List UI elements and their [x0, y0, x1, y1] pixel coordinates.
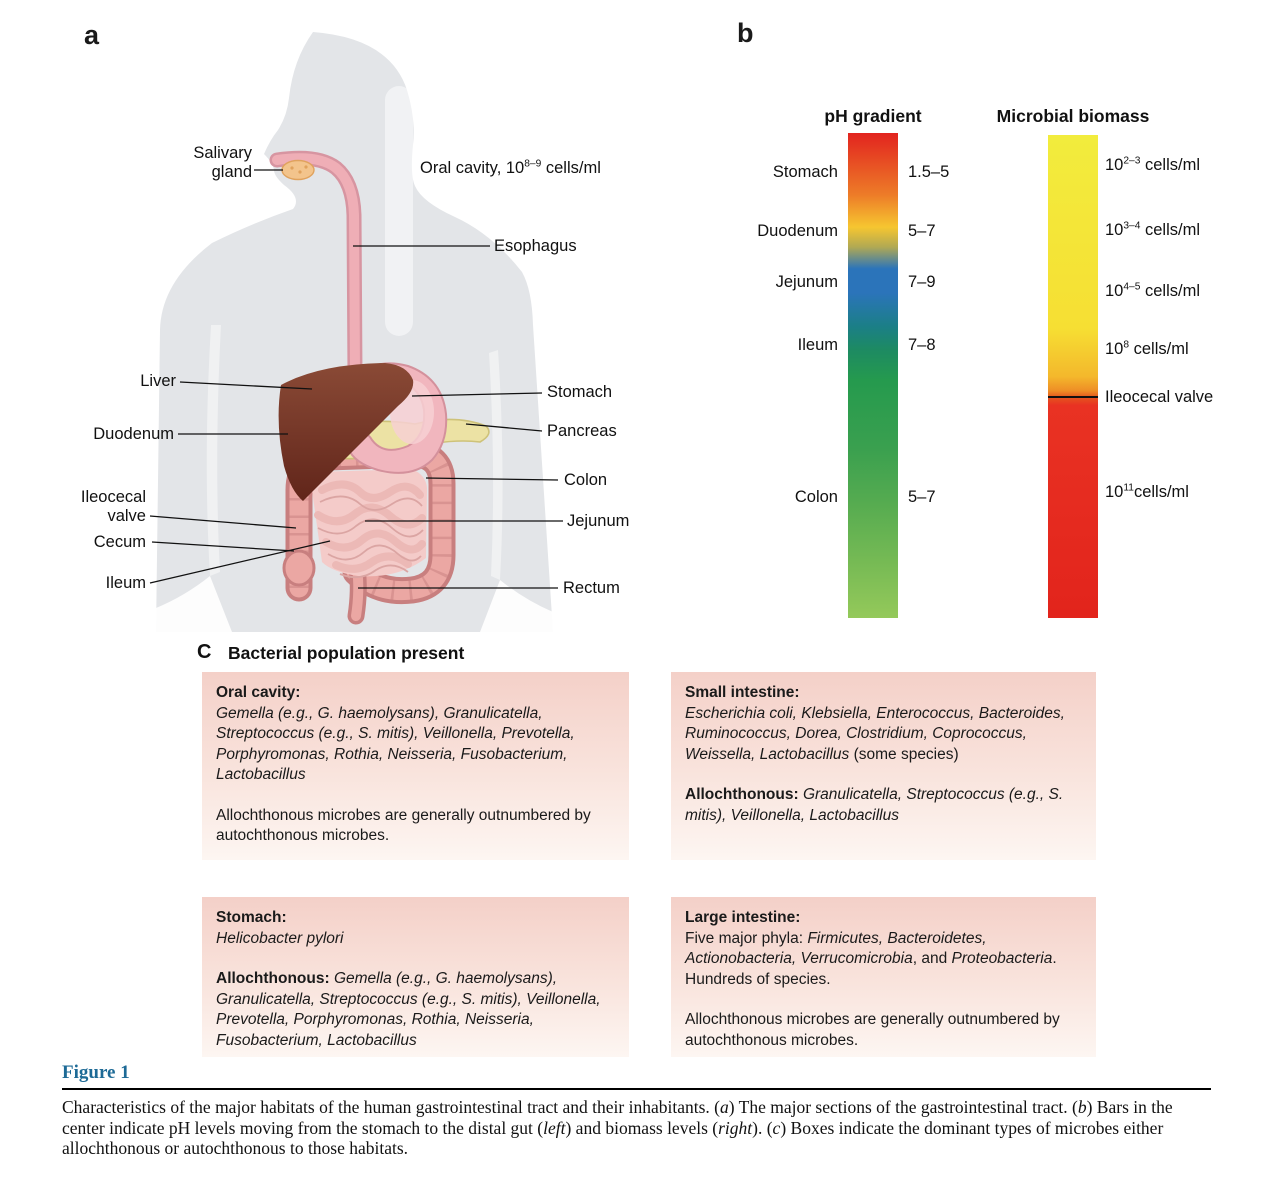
panel-a-label: a — [84, 20, 100, 50]
ph-gradient-bar — [848, 133, 898, 618]
box-small-intestine — [671, 672, 1096, 860]
box-small-intestine-allochthonous: Allochthonous: Granulicatella, Streptococcus (e.g., S. mitis), Veillonella, Lactobacillus — [685, 786, 1064, 824]
label-stomach: Stomach — [547, 383, 613, 401]
biomass-value-3: 10$^{4-5}$ cells/ml — [1105, 281, 1201, 300]
box-small-intestine-title: Small intestine: — [685, 684, 800, 701]
box-large-intestine-note: Allochthonous microbes are generally outnumbered by autochthonous microbes. — [685, 1011, 1060, 1049]
silhouette-highlight — [385, 86, 413, 336]
panel-c-label: C — [197, 641, 212, 663]
box-oral-cavity-species: Gemella (e.g., G. haemolysans), Granulicatella, Streptococcus (e.g., S. mitis), Veillonella, Prevotella, Porphyromonas, Rothia, Neisseria, Fusobacterium, Lactobacillus — [216, 704, 575, 783]
box-stomach-title: Stomach: — [216, 909, 287, 926]
box-oral-cavity-title: Oral cavity: — [216, 684, 301, 701]
small-intestine-shape — [312, 469, 427, 577]
biomass-value-2: 10$^{3-4}$ cells/ml — [1105, 220, 1201, 239]
biomass-value-1: 10$^{2-3}$ cells/ml — [1105, 155, 1201, 174]
ph-value-stomach: 1.5–5 — [908, 163, 950, 181]
biomass-ileocecal-valve-label: Ileocecal valve — [1105, 388, 1214, 406]
figure-caption: Characteristics of the major habitats of the human gastrointestinal tract and their inhabitants. (a) The major sections of the gastrointestinal tract. (b) Bars in the center indicate pH levels moving from the stomach to the distal gut (left) and biomass levels (right). (c) Boxes indicate the dominant types of microbes either allochthonous or autochthonous to those habitats. — [62, 1097, 1173, 1158]
ph-organ-colon: Colon — [794, 488, 838, 506]
label-jejunum: Jejunum — [567, 512, 630, 530]
label-liver: Liver — [140, 372, 176, 390]
ileocecal-valve-line — [1048, 396, 1098, 398]
ph-organ-ileum: Ileum — [797, 336, 838, 354]
salivary-gland-shape — [282, 161, 314, 180]
label-colon: Colon — [564, 471, 608, 489]
ph-value-ileum: 7–8 — [908, 336, 936, 354]
panel-c-heading: Bacterial population present — [228, 643, 465, 663]
box-oral-cavity — [202, 672, 629, 860]
biomass-value-4: $10^8$ cells/ml — [1105, 339, 1189, 358]
box-stomach — [202, 897, 629, 1057]
ph-value-colon: 5–7 — [908, 488, 936, 506]
caption-rule — [62, 1088, 1211, 1090]
biomass-value-5: $10^{11}cells/ml$ — [1105, 482, 1189, 501]
ph-organ-stomach: Stomach — [772, 163, 838, 181]
box-oral-cavity-note: Allochthonous microbes are generally outnumbered by autochthonous microbes. — [216, 806, 591, 844]
ph-gradient-title: pH gradient — [824, 106, 922, 126]
microbial-biomass-title: Microbial biomass — [996, 106, 1150, 126]
ph-value-duodenum: 5–7 — [908, 222, 936, 240]
label-oral-cavity: Oral cavity, 10$^{8-9}$ cells/ml — [420, 158, 601, 177]
box-stomach-allochthonous: Allochthonous: Gemella (e.g., G. haemolysans), Granulicatella, Streptococcus (e.g., S. mitis), Veillonella, Prevotella, Porphyromonas, Rothia, Neisseria, Fusobacterium, Lactobacillus — [216, 970, 601, 1049]
microbial-biomass-bar — [1048, 135, 1098, 618]
box-large-intestine — [671, 897, 1096, 1057]
box-large-intestine-species: Five major phyla: Firmicutes, Bacteroidetes, Actionobacteria, Verrucomicrobia, and Proteobacteria. Hundreds of species. — [685, 929, 1057, 988]
box-stomach-species: Helicobacter pylori — [216, 929, 344, 947]
panel-b-label: b — [737, 18, 754, 48]
ph-value-jejunum: 7–9 — [908, 273, 936, 291]
label-ileum: Ileum — [105, 574, 146, 592]
box-small-intestine-species: Escherichia coli, Klebsiella, Enterococcus, Bacteroides, Ruminococcus, Dorea, Clostridium, Coprococcus, Weissella, Lactobacillus (some species) — [685, 704, 1065, 763]
figure-label: Figure 1 — [62, 1062, 130, 1083]
label-duodenum: Duodenum — [93, 425, 174, 443]
box-large-intestine-title: Large intestine: — [685, 909, 801, 926]
label-esophagus: Esophagus — [494, 237, 577, 255]
label-salivary-gland: Salivary gland — [193, 144, 252, 181]
label-rectum: Rectum — [563, 579, 620, 597]
label-pancreas: Pancreas — [547, 422, 617, 440]
ph-organ-jejunum: Jejunum — [775, 273, 838, 291]
label-cecum: Cecum — [93, 533, 146, 551]
label-ileocecal-valve: Ileocecal valve — [80, 488, 146, 525]
cecum-shape — [284, 551, 314, 585]
ph-organ-duodenum: Duodenum — [757, 222, 838, 240]
